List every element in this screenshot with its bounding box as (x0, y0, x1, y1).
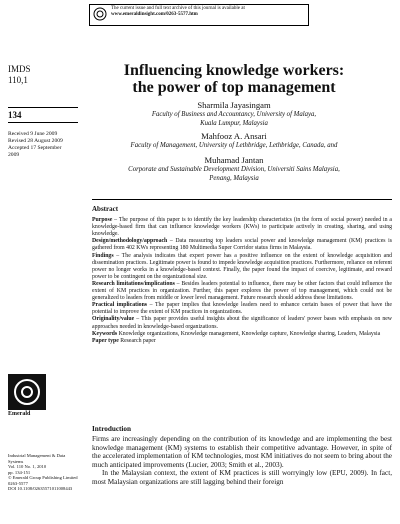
abstract-rule (92, 199, 392, 200)
practical-label: Practical implications (92, 302, 148, 309)
findings-text: – The analysis indicates that expert power has a positive influence on the extent of knowledge acquisition and dissemination practices. Legitimate power is found to impede knowledge acquisition practices. Furthermore, reliance on referent power no longer works in a knowledge-based context. Finally, the paper found the impact of coercive, legitimate, and reward power to be contingent on the organizational size. (92, 252, 392, 280)
purpose-label: Purpose (92, 217, 113, 224)
citation-line: © Emerald Group Publishing Limited (8, 475, 78, 480)
limits-label: Research limitations/implications (92, 280, 175, 287)
submission-dates (8, 131, 78, 159)
emerald-icon (93, 7, 107, 21)
author-1-affil-line-1: Faculty of Business and Accountancy, University of Malaya, (151, 111, 317, 118)
abstract-paper-type (92, 338, 392, 345)
originality-label: Originality/value (92, 316, 135, 323)
author-2-affil-line-1: Faculty of Management, University of Lethbridge, Lethbridge, Canada, and (130, 142, 338, 149)
intro-paragraph-2: In the Malaysian context, the extent of KM practices is still worryingly low (EPU, 2009). In fact, most Malaysian organizations are still lagging behind their foreign (92, 469, 392, 486)
keywords-text: Knowledge organizations, Knowledge management, Knowledge capture, Knowledge sharing, Leaders, Malaysia (117, 330, 381, 337)
citation-line: pp. 134-151 (8, 469, 31, 475)
abstract-keywords (92, 331, 392, 338)
findings-label: Findings (92, 252, 114, 259)
citation-block (8, 453, 88, 492)
author-3-affil-line-2: Penang, Malaysia (209, 175, 259, 182)
author-1-name: Sharmila Jayasingam (197, 100, 271, 110)
notice-url[interactable]: www.emeraldinsight.com/0263-5577.htm (111, 12, 198, 18)
abstract (92, 206, 392, 345)
date-revised: Revised 28 August 2009 (8, 138, 63, 144)
citation-doi: DOI 10.1108/02635571011008443 (8, 486, 73, 491)
date-received: Received 9 June 2009 (8, 131, 58, 137)
journal-name: IMDS (8, 64, 31, 74)
limits-text: – Besides leaders potential to influence, there may be other factors that could influence the extent of KM practices in organization. Further, this paper explores the power of top management, which could not be generalized to leaders from middle or lower level management. Future research should address these limitations. (92, 280, 392, 302)
emerald-wordmark: Emerald (8, 411, 31, 417)
journal-id (8, 64, 31, 86)
purpose-text: – The purpose of this paper is to identify the key leadership characteristics (in the form of social power) needed in a knowledge-based firm that can influence knowledge workers (KWs) to participate actively in creating, sharing, and using knowledge. (92, 217, 392, 238)
abstract-originality (92, 316, 392, 330)
page-rule-bottom (8, 122, 78, 123)
citation-line: Vol. 110 No. 1, 2010 (8, 464, 47, 469)
title-line-1: Influencing knowledge workers: (123, 62, 345, 79)
notice-line-1: The current issue and full text archive of this journal is available at (111, 6, 245, 11)
intro-paragraph-1: Firms are increasingly depending on the contribution of its knowledge and are implementing the best knowledge management (KM) systems to establish their competitive advantage. However, in spite of the accelerated implementation of KM technologies, most KM initiatives do not seem to bring about the much anticipated improvements (Lucier, 2003; Smith et al., 2003). (92, 435, 392, 469)
abstract-findings (92, 253, 392, 281)
paper-title (84, 62, 384, 96)
journal-volume: 110,1 (8, 75, 28, 85)
citation-line: 0263-5577 (8, 480, 28, 486)
author-1-affil-line-2: Kuala Lumpur, Malaysia (200, 120, 268, 127)
date-accepted-year: 2009 (8, 152, 20, 158)
author-3-affil-line-1: Corporate and Sustainable Development Division, Universiti Sains Malaysia, (128, 166, 340, 173)
citation-line: Systems (8, 458, 24, 464)
abstract-design (92, 238, 392, 252)
abstract-purpose (92, 217, 392, 238)
design-text: – Data measuring top leaders social power and knowledge management (KM) practices is gathered from 402 KWs representing 180 Multimedia Super Corridor status firms in Malaysia. (92, 238, 392, 252)
design-label: Design/methodology/approach (92, 238, 168, 245)
page-number: 134 (8, 110, 22, 120)
journal-notice (111, 6, 307, 19)
page-rule-top (8, 107, 78, 108)
abstract-practical (92, 302, 392, 316)
paper-type-label: Paper type (92, 337, 119, 344)
intro-body (92, 435, 392, 487)
abstract-limits (92, 281, 392, 302)
emerald-logo (8, 374, 46, 410)
practical-text: – The paper implies that knowledge leaders need to enhance certain bases of power that have the potential to improve the extent of KM practices in organizations. (92, 302, 392, 316)
author-2-name: Mahfooz A. Ansari (201, 131, 267, 141)
abstract-heading: Abstract (92, 205, 119, 213)
date-accepted: Accepted 17 September (8, 145, 62, 151)
citation-line: Industrial Management & Data (8, 453, 66, 458)
title-line-2: the power of top management (132, 79, 336, 96)
author-3-name: Muhamad Jantan (204, 155, 264, 165)
originality-text: – This paper provides useful insights about the significance of leaders' power bases with emphasis on new approaches needed in knowledge-based organizations. (92, 316, 392, 330)
paper-type-text: Research paper (118, 337, 156, 344)
keywords-label: Keywords (92, 330, 118, 337)
intro-heading: Introduction (92, 425, 132, 433)
